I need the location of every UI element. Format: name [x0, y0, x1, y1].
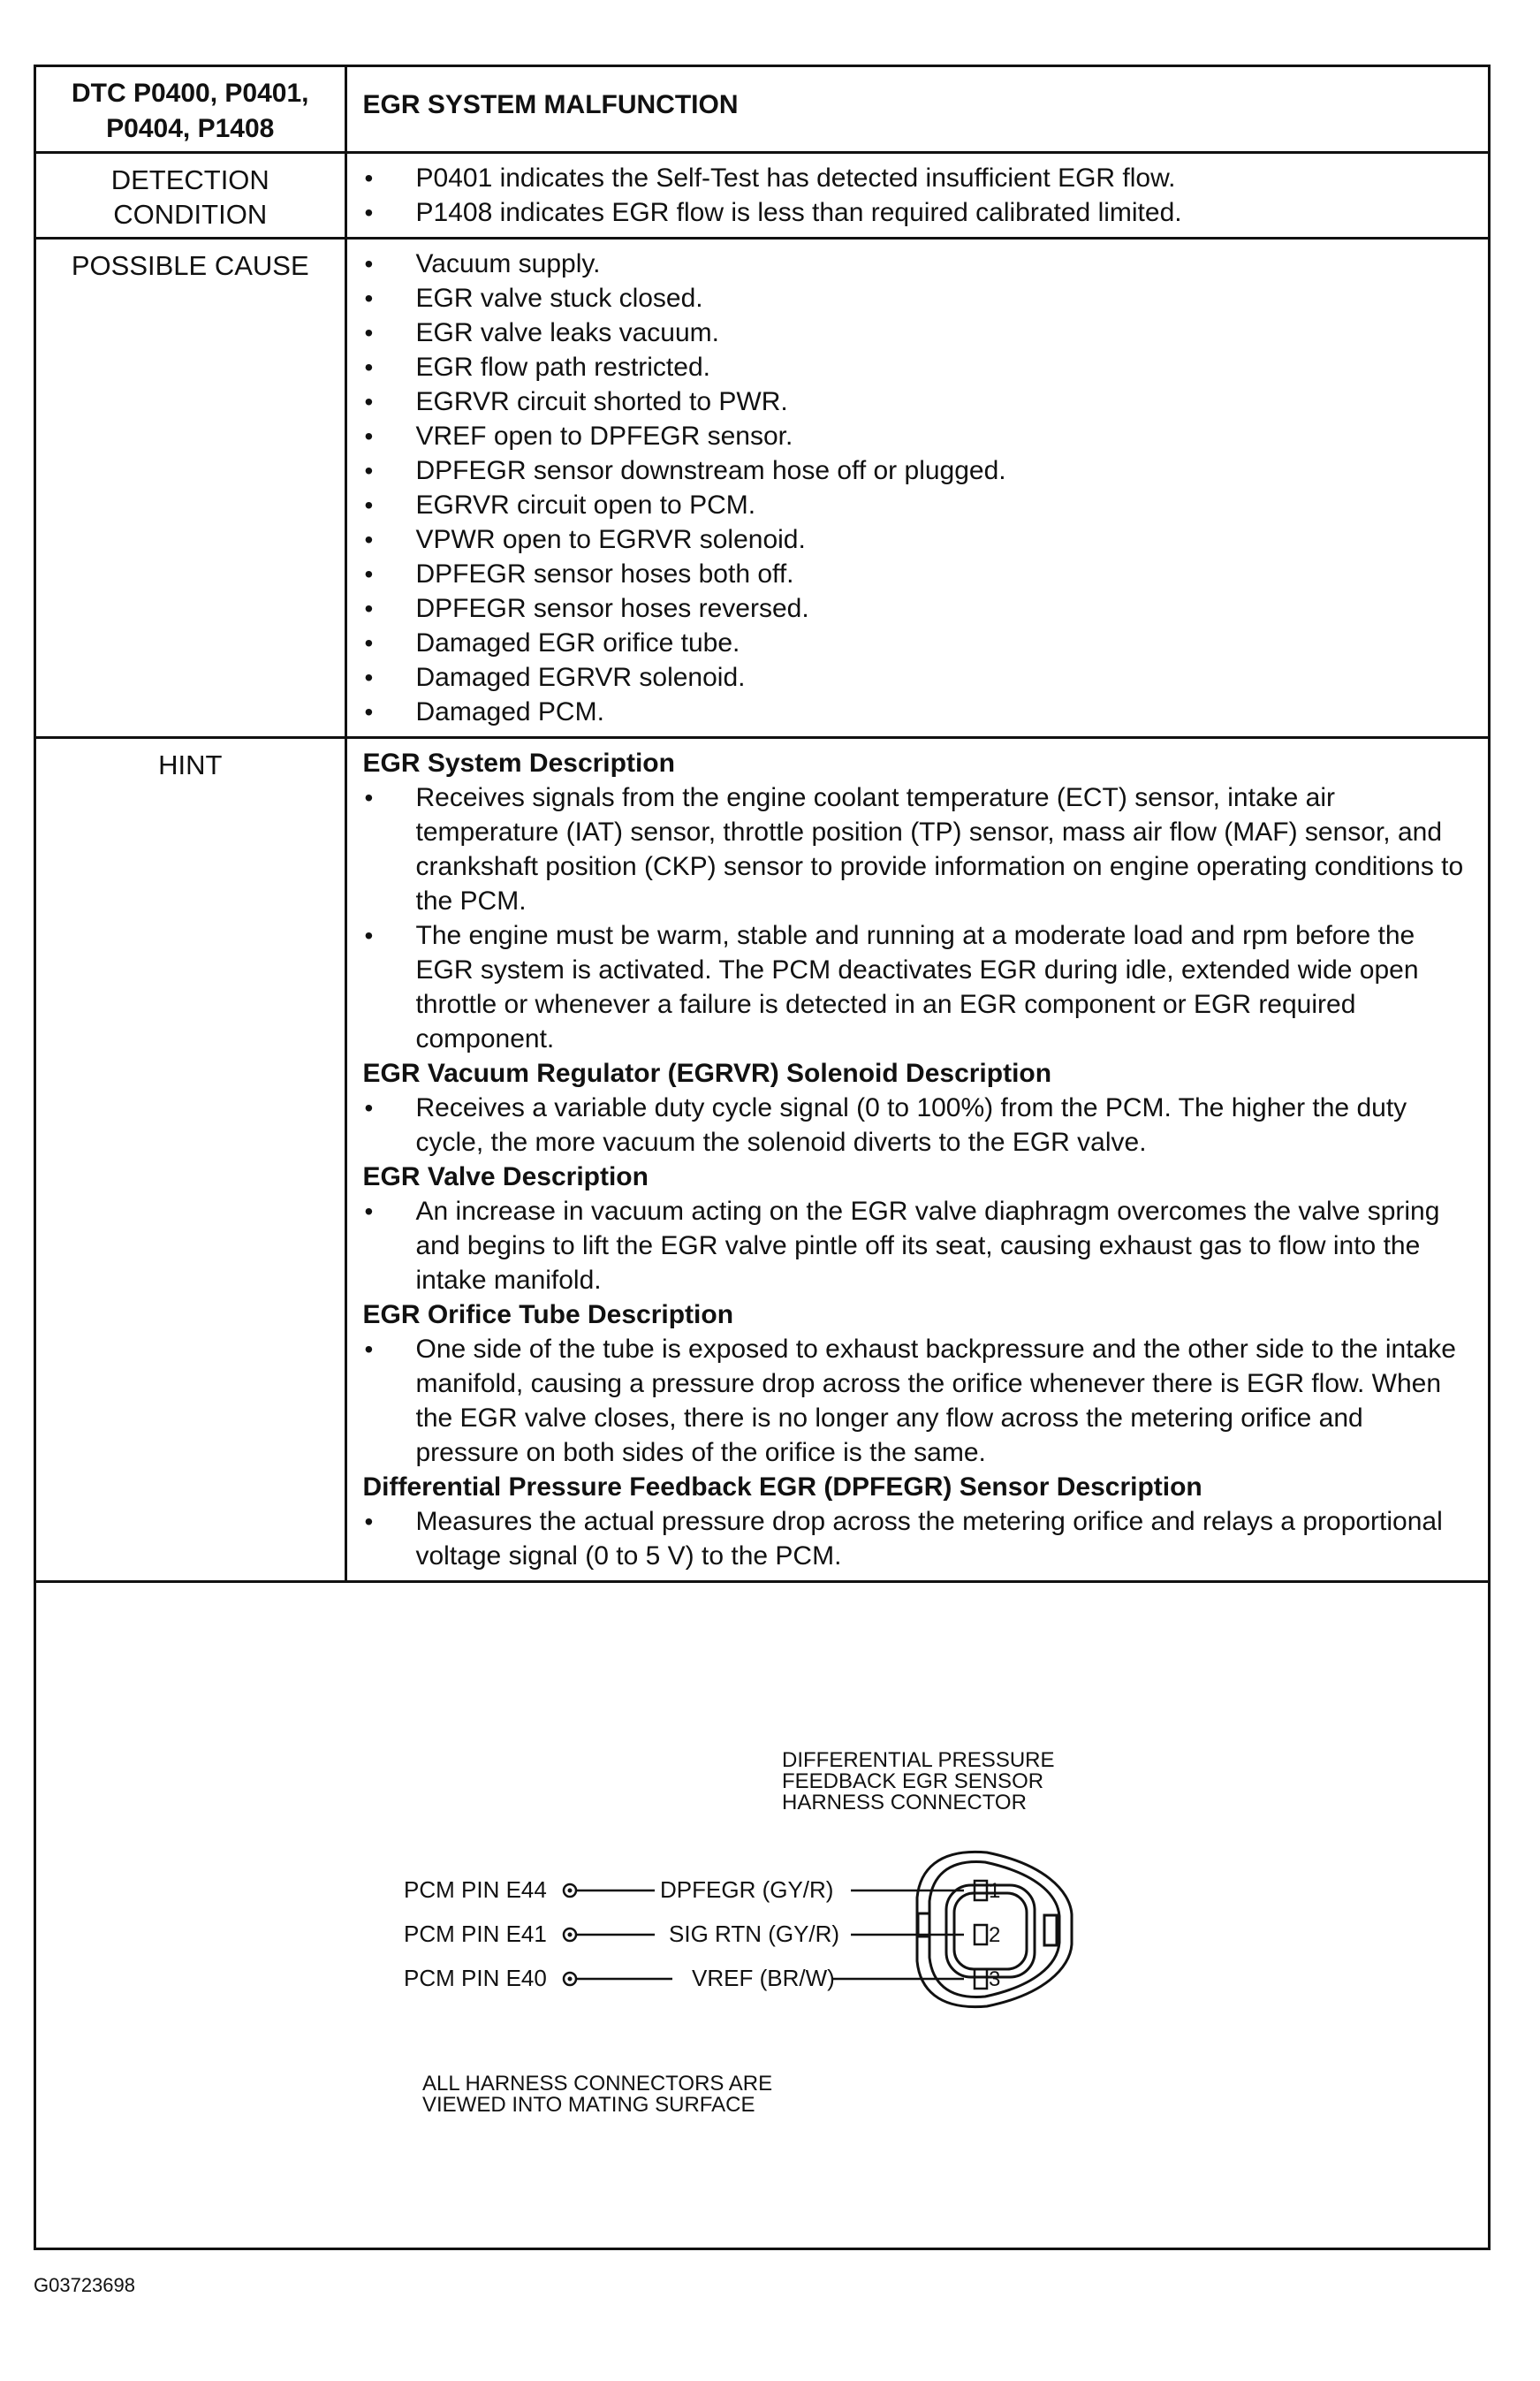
list-item: • One side of the tube is exposed to exhaust backpressure and the other side to the intake manifold, causing a pressure drop across the orifice whenever there is EGR flow. When the EGR valve closes, there is no longer any flow across the metering orifice and pressure on both sides of the orifice is the same. — [363, 1332, 1471, 1470]
detection-label-line-1: DETECTION — [110, 164, 269, 195]
circuit-label: SIG RTN (GY/R) — [669, 1921, 840, 1947]
terminal-2-icon — [975, 1925, 987, 1944]
possible-cause-content — [345, 238, 1488, 737]
pin-terminal-dot-icon — [568, 1977, 573, 1982]
detection-content — [345, 152, 1488, 238]
connector-diagram — [36, 1599, 1488, 2248]
list-item: • DPFEGR sensor hoses both off. — [363, 557, 1471, 591]
hint-row — [36, 737, 1488, 1581]
pcm-pin-label: PCM PIN E40 — [404, 1965, 547, 1991]
circuit-label: VREF (BR/W) — [692, 1965, 835, 1991]
section-heading: EGR System Description — [362, 748, 675, 778]
list-item: • The engine must be warm, stable and running at a moderate load and rpm before the EGR system is activated. The PCM deactivates EGR during idle, extended wide open throttle or whenever a failure is detected in an EGR component or EGR required component. — [363, 918, 1471, 1056]
list-item: • DPFEGR sensor hoses reversed. — [363, 591, 1471, 626]
section-list — [363, 1504, 1471, 1573]
detection-row — [36, 152, 1488, 238]
terminal-number: 1 — [989, 1879, 1001, 1903]
list-item: • VREF open to DPFEGR sensor. — [363, 419, 1471, 453]
viewing-note-line-2: VIEWED INTO MATING SURFACE — [422, 2093, 755, 2117]
circuit-label: DPFEGR (GY/R) — [660, 1876, 834, 1903]
list-item: • EGR flow path restricted. — [363, 350, 1471, 384]
list-item: • VPWR open to EGRVR solenoid. — [363, 522, 1471, 557]
dtc-codes-line-1: DTC P0400, P0401, — [72, 79, 309, 108]
terminal-number: 2 — [989, 1923, 1001, 1947]
list-item: • EGRVR circuit shorted to PWR. — [363, 384, 1471, 419]
terminal-number: 3 — [989, 1967, 1001, 1991]
detection-label — [36, 152, 345, 238]
list-item: • EGR valve stuck closed. — [363, 281, 1471, 316]
hint-label: HINT — [36, 737, 345, 1581]
possible-cause-list — [363, 247, 1471, 729]
possible-cause-label: POSSIBLE CAUSE — [36, 238, 345, 737]
pin-row-2 — [404, 1921, 1000, 1947]
section-list — [363, 1091, 1471, 1160]
pin-terminal-dot-icon — [568, 1933, 573, 1937]
list-item: • Vacuum supply. — [363, 247, 1471, 281]
list-item: • EGRVR circuit open to PCM. — [363, 488, 1471, 522]
section-list — [363, 1194, 1471, 1297]
dtc-codes-line-2: P0404, P1408 — [106, 114, 275, 143]
list-item: • EGR valve leaks vacuum. — [363, 316, 1471, 350]
dtc-table — [36, 67, 1488, 1583]
pin-terminal-dot-icon — [568, 1889, 573, 1893]
section-heading: Differential Pressure Feedback EGR (DPFEGR) Sensor Description — [362, 1472, 1202, 1502]
header-row — [36, 67, 1488, 152]
dtc-codes-cell — [36, 67, 345, 152]
list-item: • DPFEGR sensor downstream hose off or plugged. — [363, 453, 1471, 488]
list-item: • P0401 indicates the Self-Test has detected insufficient EGR flow. — [363, 161, 1471, 195]
list-item: • Damaged EGRVR solenoid. — [363, 660, 1471, 695]
list-item: • Damaged PCM. — [363, 695, 1471, 729]
list-item: • Damaged EGR orifice tube. — [363, 626, 1471, 660]
pcm-pin-label: PCM PIN E44 — [404, 1876, 547, 1903]
dtc-table-frame — [34, 65, 1491, 2250]
connector-title-line-3: HARNESS CONNECTOR — [782, 1791, 1027, 1814]
detection-label-line-2: CONDITION — [113, 198, 268, 230]
pcm-pin-label: PCM PIN E41 — [404, 1921, 547, 1947]
connector-title-line-2: FEEDBACK EGR SENSOR — [782, 1769, 1044, 1793]
viewing-note-line-1: ALL HARNESS CONNECTORS ARE — [422, 2072, 773, 2096]
section-heading: EGR Orifice Tube Description — [362, 1299, 734, 1329]
terminal-3-icon — [975, 1969, 987, 1989]
section-list — [363, 780, 1471, 1056]
figure-id: G03723698 — [34, 2274, 135, 2296]
connector-diagram-svg — [36, 1599, 1488, 2248]
detection-list — [363, 161, 1471, 230]
list-item: • Receives a variable duty cycle signal (0 to 100%) from the PCM. The higher the duty cycle, the more vacuum the solenoid diverts to the EGR valve. — [363, 1091, 1471, 1160]
section-list — [363, 1332, 1471, 1470]
section-heading: EGR Vacuum Regulator (EGRVR) Solenoid Description — [362, 1058, 1052, 1088]
connector-title-line-1: DIFFERENTIAL PRESSURE — [782, 1748, 1055, 1772]
list-item: • Receives signals from the engine coolant temperature (ECT) sensor, intake air temperature (IAT) sensor, throttle position (TP) sensor, mass air flow (MAF) sensor, and crankshaft position (CKP) sensor to provide information on engine operating conditions to the PCM. — [363, 780, 1471, 918]
terminal-1-icon — [975, 1881, 987, 1900]
malfunction-title: EGR SYSTEM MALFUNCTION — [345, 67, 1488, 152]
pin-row-1 — [404, 1876, 1000, 1903]
section-heading: EGR Valve Description — [362, 1161, 649, 1191]
pin-row-3 — [404, 1965, 1000, 1991]
possible-cause-row — [36, 238, 1488, 737]
list-item: • Measures the actual pressure drop across the metering orifice and relays a proportional voltage signal (0 to 5 V) to the PCM. — [363, 1504, 1471, 1573]
hint-content — [345, 737, 1488, 1581]
list-item: • An increase in vacuum acting on the EGR valve diaphragm overcomes the valve spring and begins to lift the EGR valve pintle off its seat, causing exhaust gas to flow into the intake manifold. — [363, 1194, 1471, 1297]
list-item: • P1408 indicates EGR flow is less than required calibrated limited. — [363, 195, 1471, 230]
